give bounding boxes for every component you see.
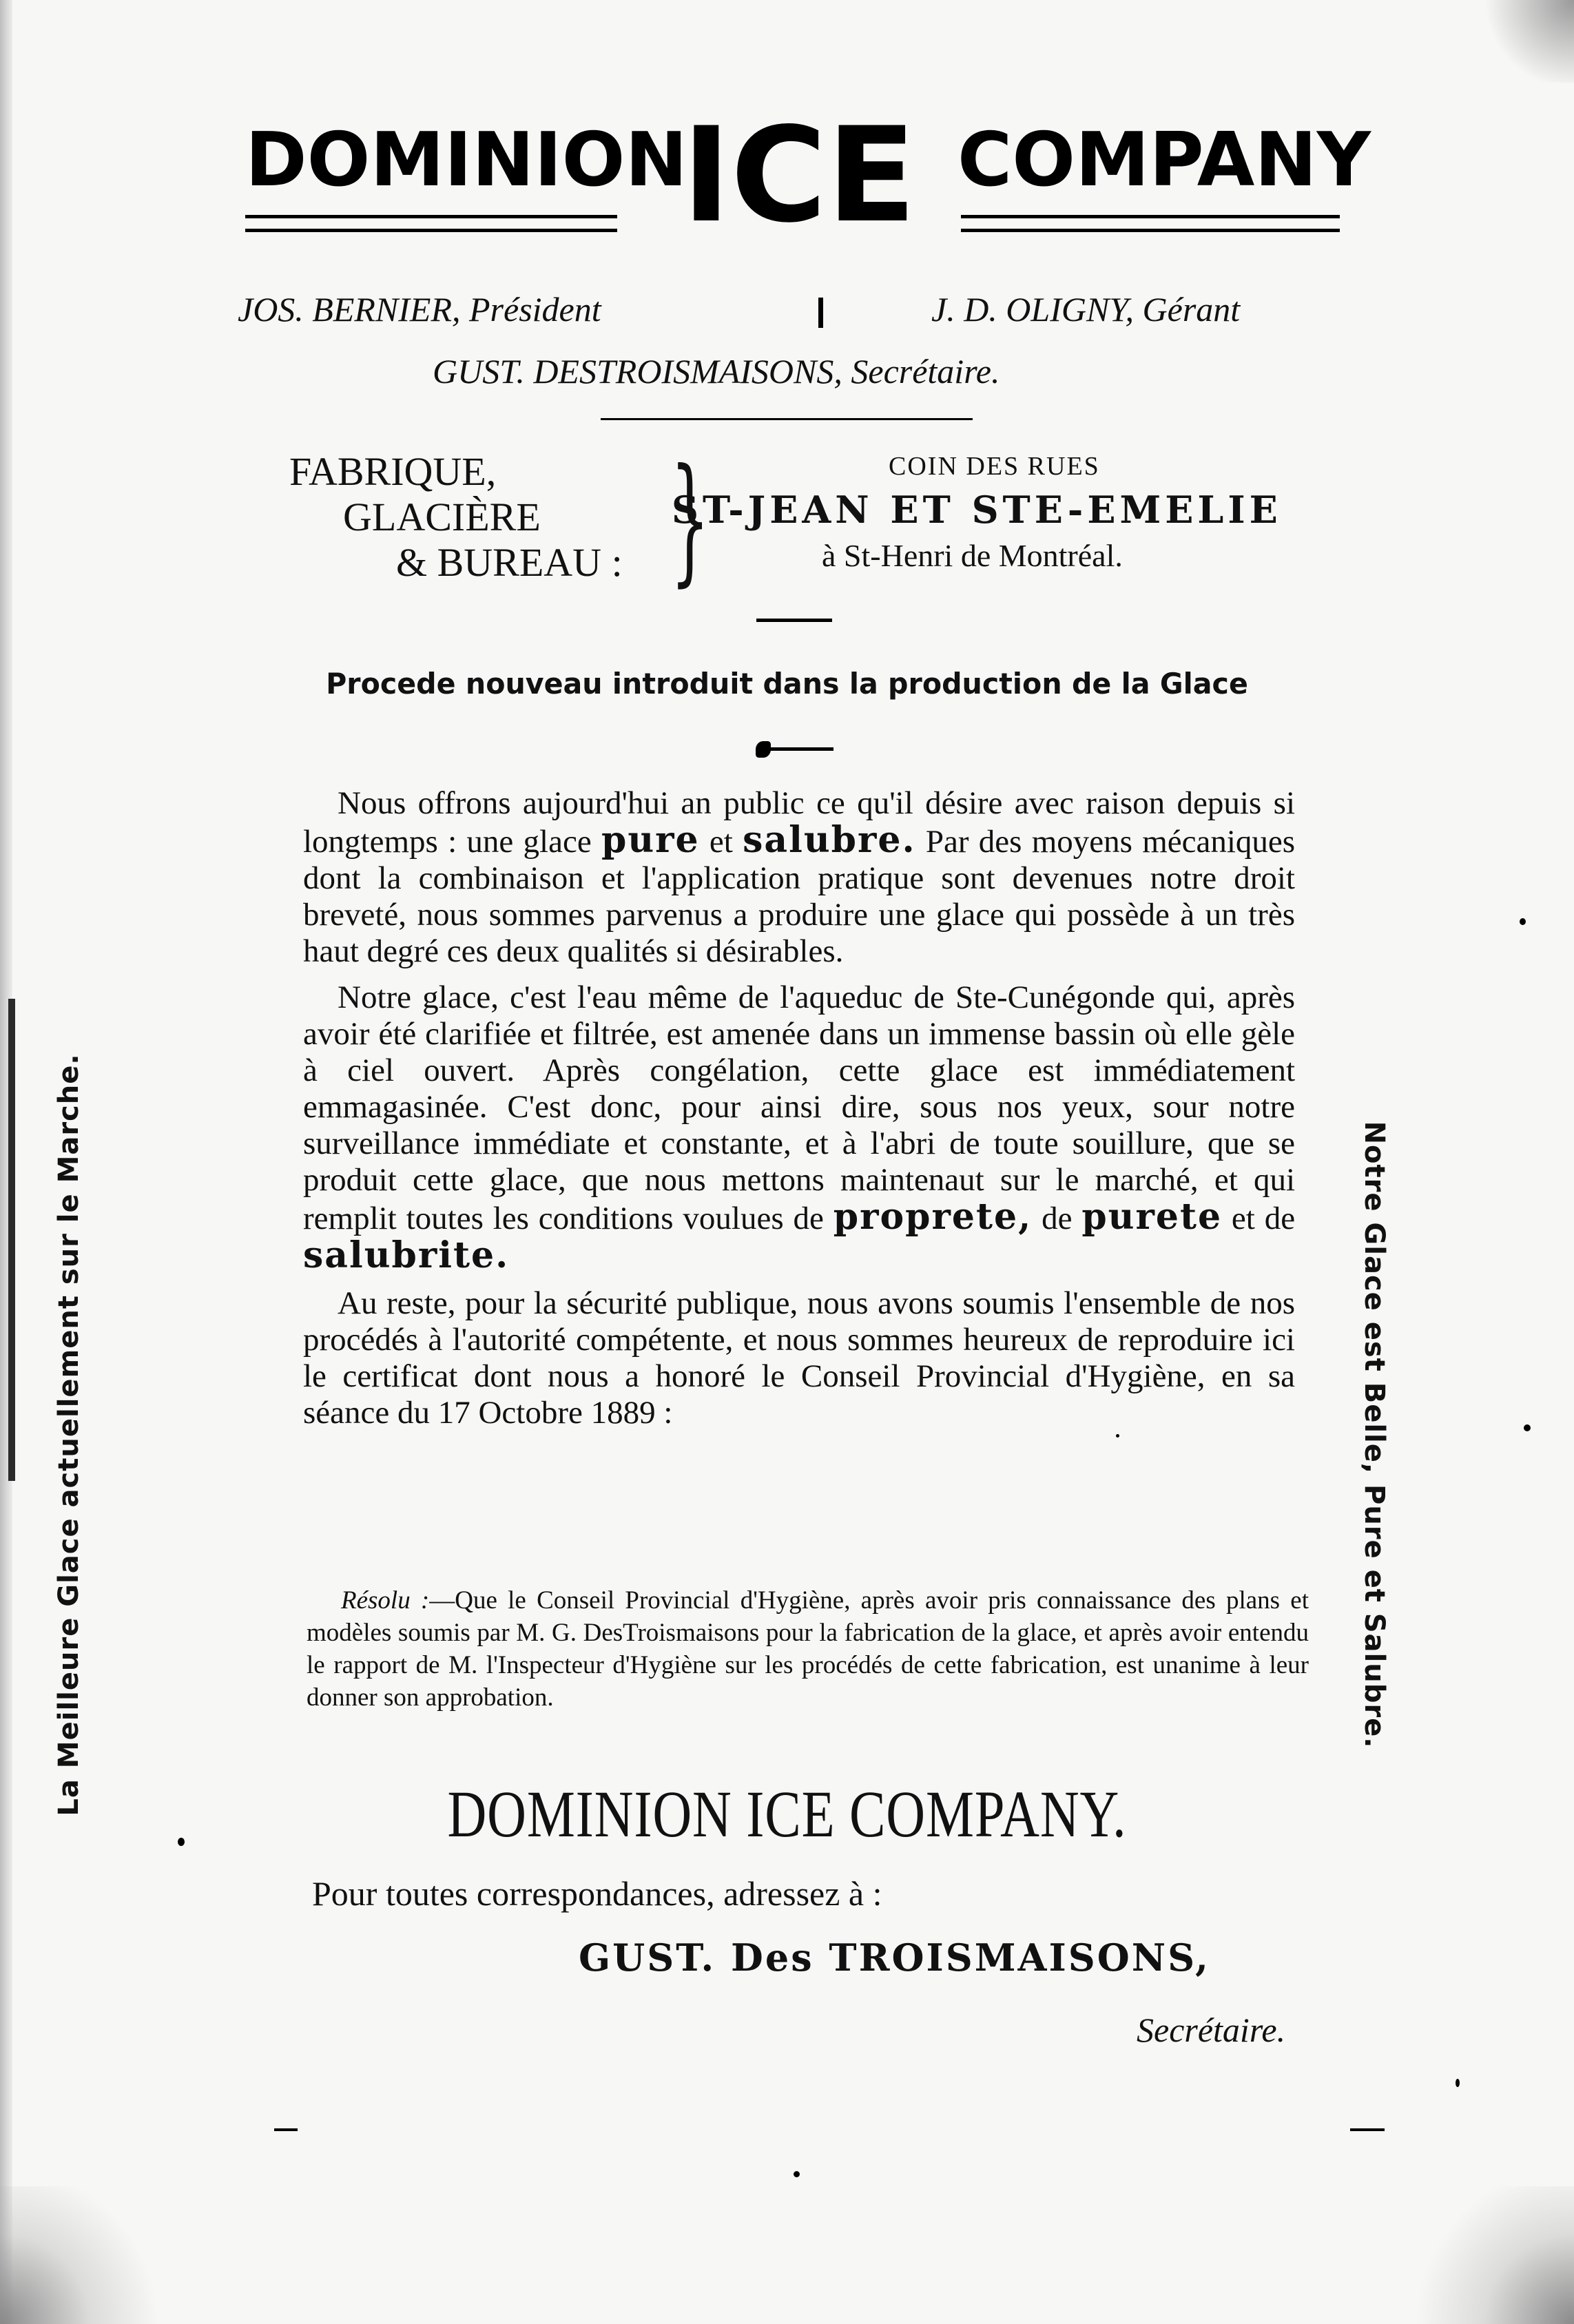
scan-speck: [794, 2171, 800, 2177]
paragraph-2: [303, 979, 1295, 1276]
resolution-body: —Que le Conseil Provincial d'Hygiène, après avoir pris connaissance des plans et modèles soumis par M. G. DesTroismaisons pour la fabrication de la glace, et après avoir entendu le rapport de M. l'Inspecteur d'Hygiène sur les procédés de cette fabrication, est unanime à leur donner son approbation.: [307, 1586, 1309, 1712]
company-name-footer: DOMINION ICE COMPANY.: [447, 1777, 1127, 1851]
scan-binding-mark: [8, 999, 15, 1481]
p2-text: et de: [1231, 1201, 1296, 1236]
officer-divider: [818, 298, 823, 328]
manager-line: J. D. OLIGNY, Gérant: [931, 290, 1241, 329]
scan-speck: [178, 1838, 185, 1846]
p2-text: de: [1042, 1201, 1073, 1236]
heading-ornament-dot: [756, 741, 771, 758]
scan-corner-noise: [1395, 2186, 1574, 2324]
resolution-text: [307, 1584, 1309, 1714]
section-divider: [756, 619, 832, 622]
scan-corner-noise: [0, 2186, 179, 2324]
p1-text: et: [709, 824, 733, 860]
p2-emphasis-purete: purete: [1081, 1196, 1223, 1238]
scan-speck: [1524, 1424, 1531, 1431]
address-labels: [289, 449, 637, 585]
header-rule: [245, 229, 617, 232]
header-rule: [245, 215, 617, 218]
address-city: à St-Henri de Montréal.: [822, 538, 1123, 573]
address-line-fabrique: FABRIQUE,: [289, 449, 497, 494]
scan-speck: [1456, 2079, 1460, 2087]
p2-emphasis-salubrite: salubrite.: [303, 1234, 510, 1276]
header-rule: [961, 215, 1340, 218]
paragraph-1: [303, 785, 1295, 970]
contact-name: GUST. Des TROISMAISONS,: [579, 1936, 1210, 1980]
secretary-line: GUST. DESTROISMAISONS, Secrétaire.: [433, 352, 1000, 391]
scan-speck: [1116, 1434, 1119, 1438]
heading-ornament: [761, 747, 833, 751]
scan-speck: [1520, 918, 1526, 925]
p1-emphasis-pure: pure: [601, 819, 700, 861]
p1-emphasis-salubre: salubre.: [743, 819, 916, 861]
resolution-label: Résolu :: [341, 1586, 430, 1615]
scan-corner-noise: [1478, 0, 1574, 83]
scan-speck: [1350, 2128, 1385, 2131]
address-line-bureau: & BUREAU :: [396, 540, 623, 585]
brace-glyph: }: [670, 439, 710, 600]
side-text-right: Notre Glace est Belle, Pure et Salubre.: [1358, 1121, 1390, 1749]
p1-text: Par des moyens mécaniques dont la combinaison et l'application pratique sont devenues notre droit breveté, nous sommes parvenus a produire une glace qui possède à un très haut degré ces deux qualités si désirables.: [303, 824, 1296, 969]
scan-speck: [274, 2128, 298, 2131]
correspondence-line: Pour toutes correspondances, adressez à :: [312, 1874, 882, 1913]
body-text: [303, 785, 1295, 1431]
paragraph-3: Au reste, pour la sécurité publique, nous avons soumis l'ensemble de nos procédés à l'autorité compétente, et nous sommes heureux de reproduire ici le certificat dont nous a honoré le Conseil Provincial d'Hygiène, en sa séance du 17 Octobre 1889 :: [303, 1285, 1295, 1431]
side-text-left: La Meilleure Glace actuellement sur le Marche.: [53, 1053, 85, 1816]
president-line: JOS. BERNIER, Président: [238, 290, 601, 329]
header-rule: [961, 229, 1340, 232]
officers-rule: [601, 418, 973, 420]
address-corner: COIN DES RUES: [889, 452, 1100, 481]
p2-emphasis-proprete: proprete,: [833, 1196, 1033, 1238]
header-dominion: DOMINION: [245, 117, 687, 203]
address-streets: ST-JEAN ET STE-EMELIE: [672, 488, 1282, 532]
process-heading: Procede nouveau introduit dans la production de la Glace: [326, 667, 1248, 701]
p1-text: Nous offrons aujourd'hui an public ce qu'il désire avec raison depuis si longtemps : une glace: [303, 785, 1295, 860]
address-line-glaciere: GLACIÈRE: [343, 495, 541, 540]
contact-title: Secrétaire.: [1137, 2011, 1286, 2049]
p2-text: Notre glace, c'est l'eau même de l'aqueduc de Ste-Cunégonde qui, après avoir été clarifiée et filtrée, est amenée dans un immense bassin où elle gèle à ciel ouvert. Après congélation, cette glace est immédiatement emmagasinée. C'est donc, pour ainsi dire, sous nos yeux, sour notre surveillance immédiate et constante, et à l'abri de toute souillure, que se produit cette glace, que nous mettons maintenaut sur le marché, et qui remplit toutes les conditions voulues de: [303, 979, 1295, 1236]
header-ice: ICE: [682, 99, 916, 251]
header-company: COMPANY: [957, 117, 1371, 203]
